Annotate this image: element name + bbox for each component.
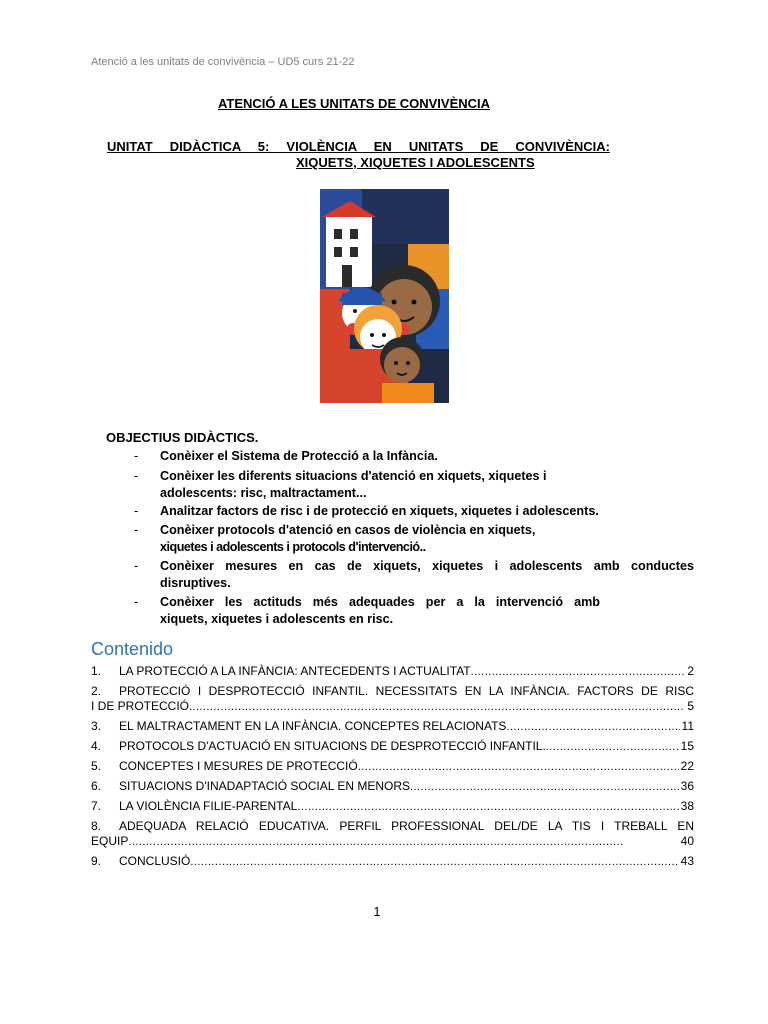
unit-title-line1: UNITAT DIDÀCTICA 5: VIOLÈNCIA EN UNITATS DE CONVIVÈNCIA: — [107, 139, 610, 154]
toc-entry-page: 2 — [687, 664, 694, 678]
toc-entry-page: 15 — [680, 739, 694, 753]
toc-entry-text-cont: I DE PROTECCIÓ. — [91, 699, 193, 713]
toc-entry-number: 6. — [91, 779, 102, 793]
toc-entry-text: ADEQUADA RELACIÓ EDUCATIVA. PERFIL PROFESSIONAL DEL/DE LA TIS I TREBALL EN — [119, 819, 694, 833]
objective-text-cont: xiquetes i adolescents i protocols d'intervenció.. — [160, 540, 426, 554]
toc-entry[interactable] — [91, 738, 694, 754]
toc-entry[interactable] — [91, 853, 694, 869]
toc-entry-page: 11 — [681, 719, 694, 733]
toc-entry-number: 8. — [91, 819, 102, 833]
toc-entry[interactable] — [91, 683, 694, 699]
toc-dot-leader — [546, 738, 679, 754]
toc-entry-page: 38 — [680, 799, 694, 813]
toc-entry-number: 4. — [91, 739, 102, 753]
objective-bullet: - — [134, 504, 139, 518]
toc-entry[interactable] — [91, 818, 694, 834]
toc-entry-text: LA PROTECCIÓ A LA INFÀNCIA: ANTECEDENTS I ACTUALITAT — [119, 664, 471, 678]
toc-entry-number: 5. — [91, 759, 102, 773]
toc-entry[interactable] — [91, 778, 694, 794]
toc-entry-text: PROTOCOLS D'ACTUACIÓ EN SITUACIONS DE DESPROTECCIÓ INFANTIL. — [119, 739, 546, 753]
toc-dot-leader — [297, 798, 678, 814]
toc-entry-number: 2. — [91, 684, 102, 698]
toc-entry-number: 9. — [91, 854, 102, 868]
page-number-text: 1 — [373, 904, 381, 919]
toc-entry-page: 36 — [680, 779, 694, 793]
toc-entry-page: 22 — [680, 759, 694, 773]
objective-text-cont: disruptives. — [160, 576, 231, 590]
objective-bullet: - — [134, 469, 139, 483]
page-number — [0, 904, 768, 919]
toc-entry-text: CONCEPTES I MESURES DE PROTECCIÓ — [119, 759, 358, 773]
toc-entry[interactable] — [91, 758, 694, 774]
toc-entry-page: 40 — [680, 834, 694, 848]
objective-text: Conèixer protocols d'atenció en casos de violència en xiquets, — [160, 523, 536, 537]
toc-entry-page: 43 — [680, 854, 694, 868]
toc-dot-leader — [410, 778, 679, 794]
toc-entry-text: PROTECCIÓ I DESPROTECCIÓ INFANTIL. NECESSITATS EN LA INFÀNCIA. FACTORS DE RISC — [119, 684, 694, 698]
toc-entry-continuation[interactable] — [91, 698, 694, 714]
toc-entry[interactable] — [91, 663, 694, 679]
objective-text: Conèixer les diferents situacions d'atenció en xiquets, xiquetes i — [160, 469, 547, 483]
toc-dot-leader — [506, 718, 679, 734]
unit-title-line2: XIQUETS, XIQUETES I ADOLESCENTS — [296, 155, 535, 170]
objective-bullet: - — [134, 559, 139, 573]
objective-text: Analitzar factors de risc i de protecció en xiquets, xiquetes i adolescents. — [160, 504, 599, 518]
objective-text-cont: adolescents: risc, maltractament... — [160, 486, 367, 500]
toc-entry-text-cont: EQUIP — [91, 834, 129, 848]
toc-dot-leader — [358, 758, 679, 774]
document-title — [0, 96, 768, 111]
objective-text: Conèixer mesures en cas de xiquets, xiquetes i adolescents amb conductes — [160, 559, 694, 573]
toc-title: Contenido — [91, 639, 174, 659]
objective-text: Conèixer les actituds més adequades per a la intervenció amb — [160, 595, 600, 609]
page-header: Atenció a les unitats de convivència – UD5 curs 21-22 — [91, 56, 355, 68]
toc-entry-text: SITUACIONS D'INADAPTACIÓ SOCIAL EN MENORS — [119, 779, 410, 793]
toc-entry[interactable] — [91, 718, 694, 734]
toc-dot-leader — [128, 833, 678, 849]
toc-dot-leader — [190, 853, 678, 869]
objective-bullet: - — [134, 595, 139, 609]
toc-entry-text: LA VIOLÈNCIA FILIE-PARENTAL — [119, 799, 298, 813]
toc-entry-number: 7. — [91, 799, 102, 813]
objective-bullet: - — [134, 523, 139, 537]
toc-entry-text: EL MALTRACTAMENT EN LA INFÀNCIA. CONCEPTES RELACIONATS — [119, 719, 507, 733]
children-house-illustration — [320, 189, 449, 403]
objective-bullet: - — [134, 449, 139, 463]
objectives-heading: OBJECTIUS DIDÀCTICS. — [106, 430, 259, 445]
toc-entry-page: 5 — [687, 699, 694, 713]
toc-entry-number: 3. — [91, 719, 102, 733]
toc-dot-leader — [192, 698, 685, 714]
toc-dot-leader — [471, 663, 686, 679]
toc-entry-text: CONCLUSIÓ — [119, 854, 191, 868]
document-title-text: ATENCIÓ A LES UNITATS DE CONVIVÈNCIA — [217, 96, 491, 111]
toc-entry-number: 1. — [91, 664, 102, 678]
toc-entry-continuation[interactable] — [91, 833, 694, 849]
toc-entry[interactable] — [91, 798, 694, 814]
objective-text-cont: xiquets, xiquetes i adolescents en risc. — [160, 612, 394, 626]
objective-text: Conèixer el Sistema de Protecció a la Infància. — [160, 449, 438, 463]
